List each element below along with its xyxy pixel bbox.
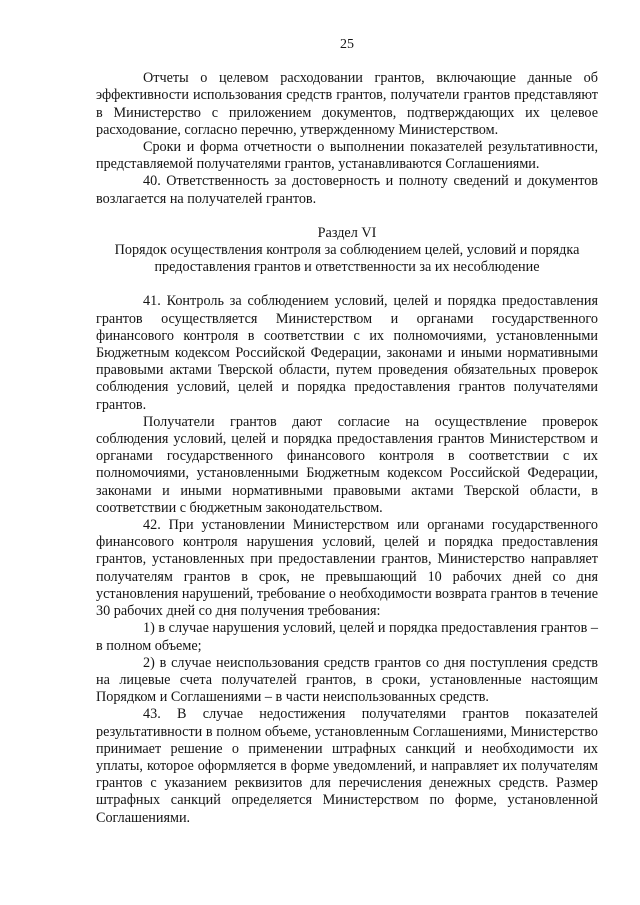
- paragraph-41: 41. Контроль за соблюдением условий, целей и порядка предоставления грантов осуществляется Министерством и органами государственного финансового контроля в соответствии с их полномочиями, установленными Бюджетным кодексом Российской Федерации, законами и иными нормативными правовыми актами Тверской области, путем проведения обязательных проверок соблюдения условий, целей и порядка предоставления грантов получателями грантов.: [96, 293, 598, 413]
- paragraph-42: 42. При установлении Министерством или органами государственного финансового контроля нарушения условий, целей и порядка предоставления грантов, установленных при предоставлении грантов, Министерство направляет получателям грантов в срок, не превышающий 10 рабочих дней со дня установления нарушений, требование о необходимости возврата грантов в течение 30 рабочих дней со дня получения требования:: [96, 517, 598, 620]
- paragraph-43: 43. В случае недостижения получателями грантов показателей результативности в полном объеме, установленным Соглашениями, Министерство принимает решение о применении штрафных санкций и необходимости их уплаты, которое оформляется в форме уведомлений, и направляет их получателям грантов с указанием реквизитов для перечисления денежных средств. Размер штрафных санкций определяется Министерством по форме, установленной Соглашениями.: [96, 706, 598, 826]
- paragraph-deadlines: Сроки и форма отчетности о выполнении показателей результативности, представляемой получателями грантов, устанавливаются Соглашениями.: [96, 139, 598, 173]
- list-item-2: 2) в случае неиспользования средств грантов со дня поступления средств на лицевые счета получателей грантов, в сроки, установленные настоящим Порядком и Соглашениями – в части неиспользованных средств.: [96, 654, 598, 706]
- paragraph-consent: Получатели грантов дают согласие на осуществление проверок соблюдения условий, целей и порядка предоставления грантов Министерством и органами государственного финансового контроля в соответствии с их полномочиями, установленными Бюджетным кодексом Российской Федерации, законами и иными нормативными правовыми актами Тверской области, в соответствии с бюджетным законодательством.: [96, 413, 598, 516]
- section-title: Раздел VI: [317, 224, 377, 241]
- list-item-1: 1) в случае нарушения условий, целей и порядка предоставления грантов – в полном объеме;: [96, 620, 598, 654]
- paragraph-40: 40. Ответственность за достоверность и полноту сведений и документов возлагается на получателей грантов.: [96, 173, 598, 207]
- paragraph-reports: Отчеты о целевом расходовании грантов, включающие данные об эффективности использования средств грантов, получатели грантов представляют в Министерство с приложением документов, подтверждающих их целевое расходование, согласно перечню, утвержденному Министерством.: [96, 70, 598, 138]
- section-heading: Порядок осуществления контроля за соблюдением целей, условий и порядка предоставления грантов и ответственности за их несоблюдение: [114, 242, 580, 276]
- document-page: [96, 36, 598, 827]
- page-number: 25: [340, 37, 354, 52]
